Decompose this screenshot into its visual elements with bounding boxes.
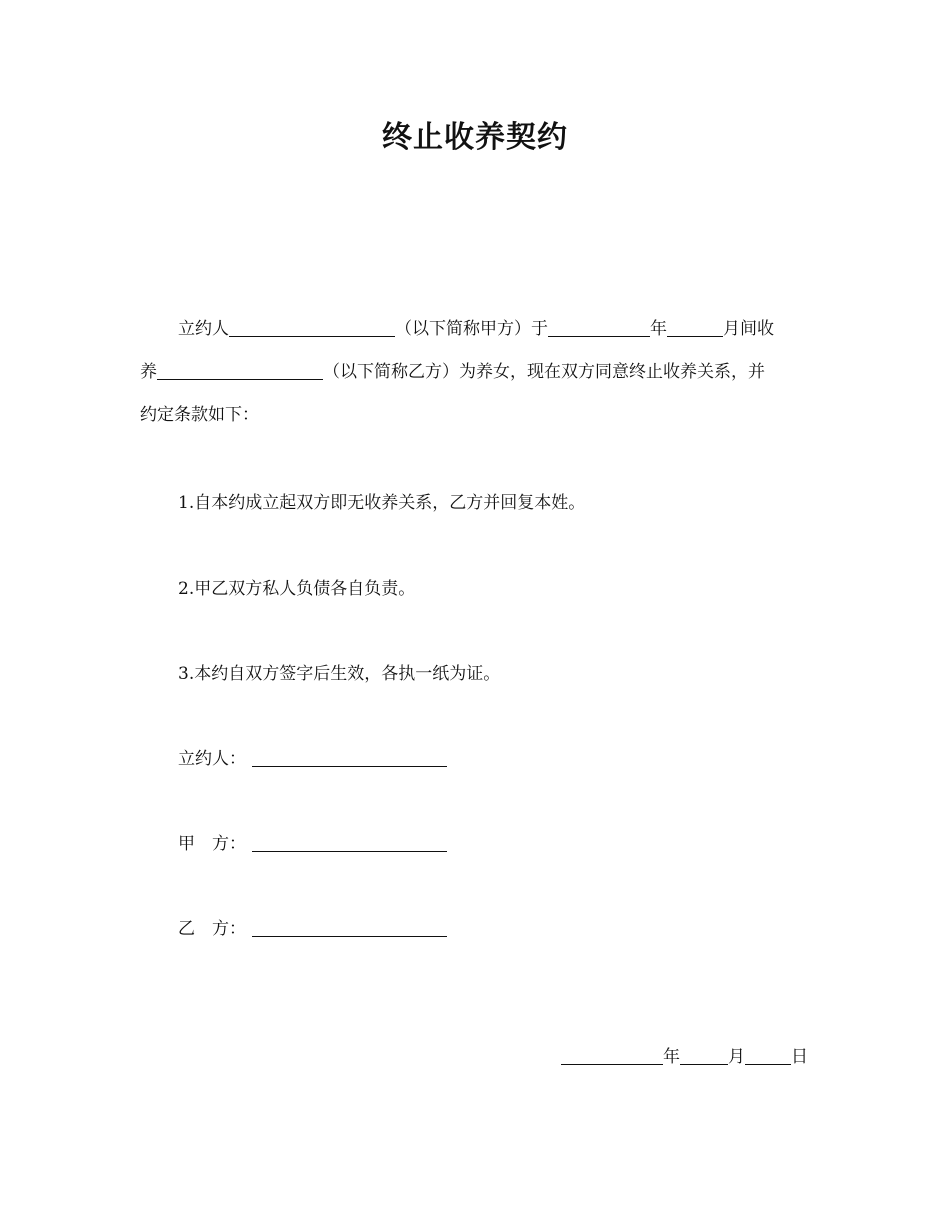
date-month-label: 月 — [728, 1047, 745, 1067]
intro-line-1 — [140, 308, 812, 351]
intro-text: 月间收 — [723, 319, 774, 339]
intro-text: 立约人 — [178, 319, 229, 339]
signature-row-party-b — [178, 914, 447, 939]
intro-text: （以下简称甲方）于 — [395, 319, 548, 339]
clause-1: 1.自本约成立起双方即无收养关系，乙方并回复本姓。 — [178, 493, 586, 513]
date-line — [561, 1042, 808, 1067]
date-day-label: 日 — [791, 1047, 808, 1067]
signature-label: 乙 方： — [178, 919, 246, 939]
adoption-month-blank[interactable] — [667, 316, 723, 337]
contractor-signature-blank[interactable] — [252, 746, 447, 767]
intro-text: （以下简称乙方）为养女，现在双方同意终止收养关系，并 — [323, 362, 765, 382]
signature-label: 甲 方： — [178, 834, 246, 854]
intro-line-2 — [140, 351, 812, 394]
clause-2: 2.甲乙双方私人负债各自负责。 — [178, 579, 416, 599]
intro-text: 约定条款如下： — [140, 405, 259, 425]
party-b-signature-blank[interactable] — [252, 916, 447, 937]
adoptee-name-blank[interactable] — [157, 359, 323, 380]
signature-label: 立约人： — [178, 749, 246, 769]
date-month-blank[interactable] — [680, 1044, 728, 1065]
adoption-year-blank[interactable] — [548, 316, 650, 337]
intro-text: 年 — [650, 319, 667, 339]
signature-row-party-a — [178, 829, 447, 854]
party-a-signature-blank[interactable] — [252, 831, 447, 852]
signature-row-contractor — [178, 744, 447, 769]
adopter-name-blank[interactable] — [229, 316, 395, 337]
date-year-label: 年 — [663, 1047, 680, 1067]
date-year-blank[interactable] — [561, 1044, 663, 1065]
clause-3: 3.本约自双方签字后生效，各执一纸为证。 — [178, 664, 501, 684]
intro-paragraph — [140, 308, 812, 437]
intro-line-3 — [140, 394, 812, 437]
document-title: 终止收养契约 — [382, 120, 568, 155]
date-day-blank[interactable] — [745, 1044, 791, 1065]
intro-text: 养 — [140, 362, 157, 382]
